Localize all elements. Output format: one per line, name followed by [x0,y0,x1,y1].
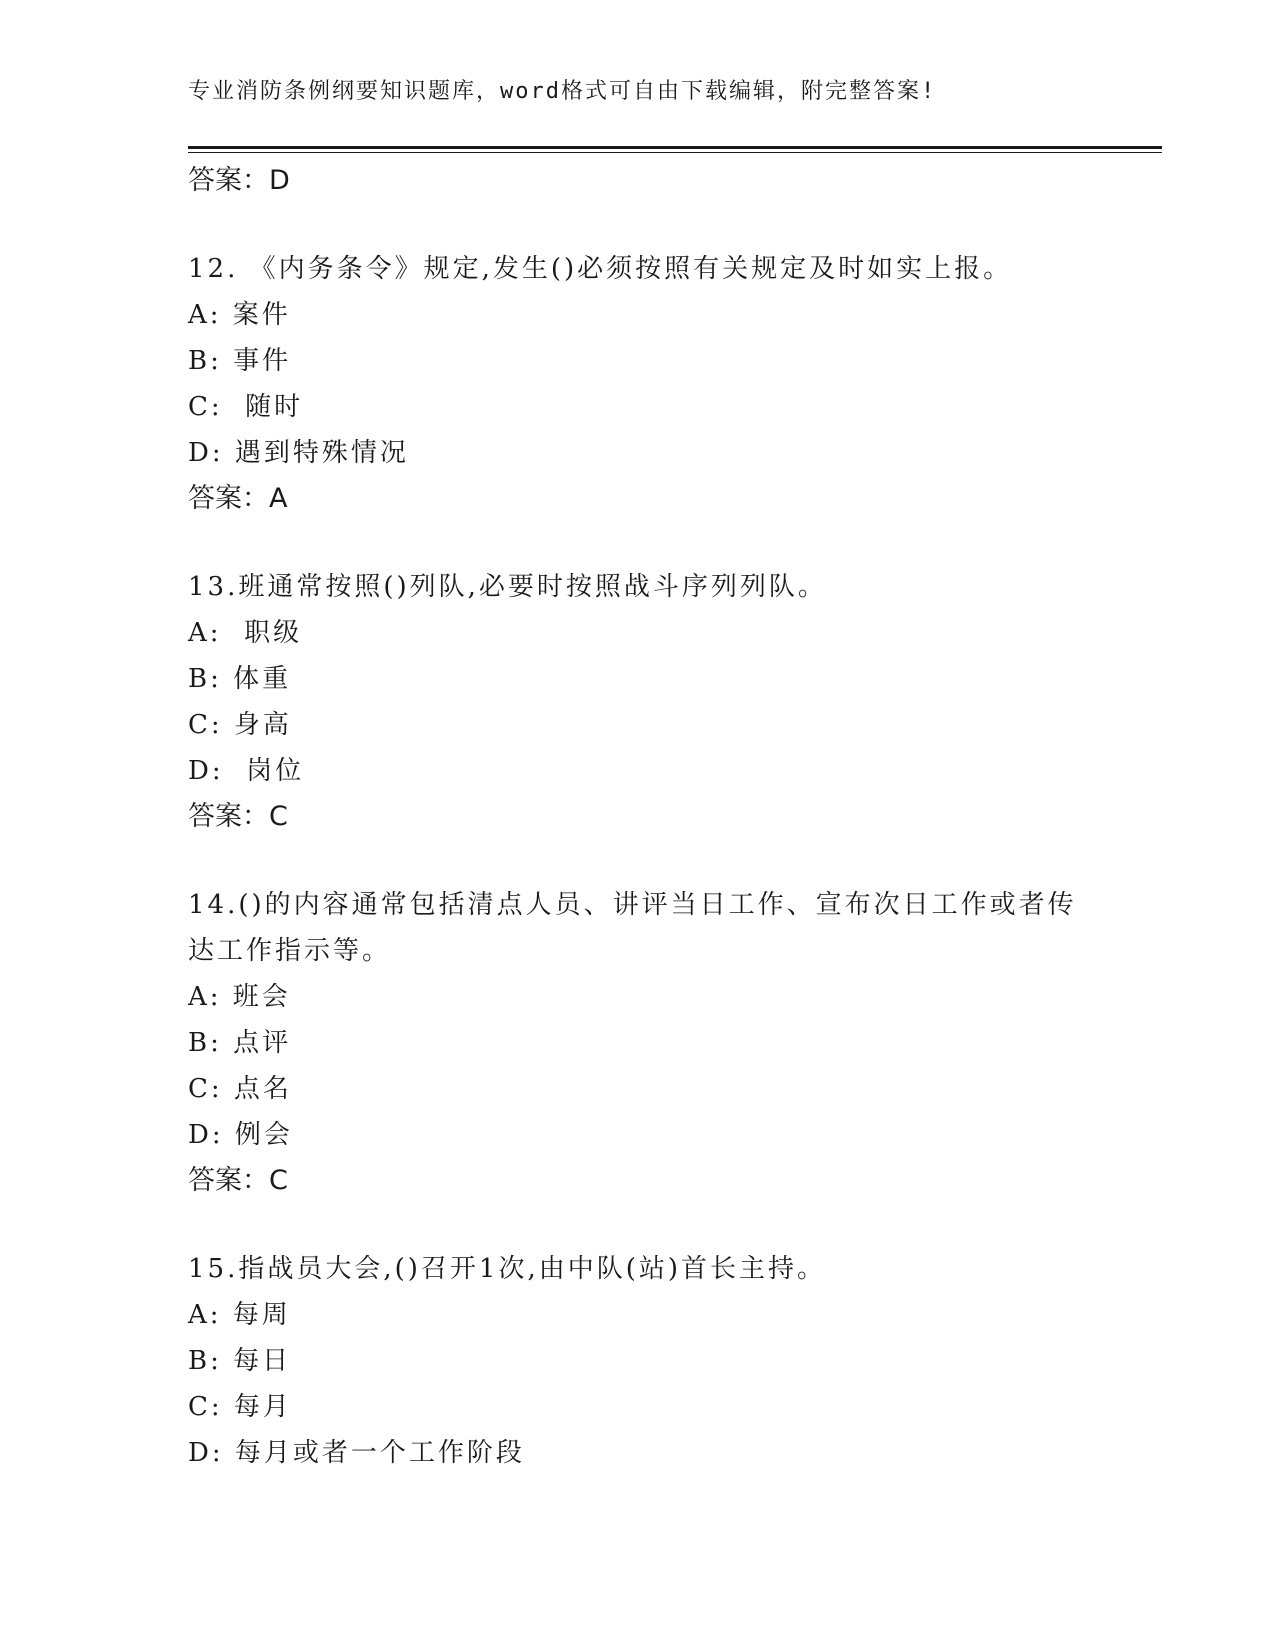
option-d: D: 例会 [188,1120,293,1150]
header-rule-thin [188,152,1162,153]
option-d: D: 遇到特殊情况 [188,438,409,468]
answer-12: 答案：A [188,483,288,514]
question-list [188,158,1088,1476]
answer-prev: 答案：D [188,165,290,196]
option-a: A: 每周 [188,1300,291,1330]
option-b: B: 体重 [188,664,292,694]
page-header: 专业消防条例纲要知识题库，word格式可自由下载编辑，附完整答案! [188,79,937,104]
option-a: A: 班会 [188,982,291,1012]
question-13: 13.班通常按照()列队,必要时按照战斗序列列队。 [188,572,827,602]
answer-13: 答案：C [188,801,288,832]
option-d: D: 岗位 [188,756,305,786]
option-a: A: 案件 [188,300,291,330]
option-b: B: 每日 [188,1346,292,1376]
header-rule [188,146,1162,149]
option-c: C: 身高 [188,710,292,740]
option-b: B: 事件 [188,346,292,376]
option-d: D: 每月或者一个工作阶段 [188,1438,525,1468]
option-c: C: 随时 [188,392,304,422]
question-12: 12. 《内务条令》规定,发生()必须按照有关规定及时如实上报。 [188,254,1013,284]
option-c: C: 点名 [188,1074,292,1104]
option-c: C: 每月 [188,1392,292,1422]
option-b: B: 点评 [188,1028,292,1058]
question-14-line2: 达工作指示等。 [188,936,392,966]
question-15: 15.指战员大会,()召开1次,由中队(站)首长主持。 [188,1254,826,1284]
option-a: A: 职级 [188,618,303,648]
answer-14: 答案：C [188,1165,288,1196]
question-14-line1: 14.()的内容通常包括清点人员、讲评当日工作、宣布次日工作或者传 [188,890,1077,920]
